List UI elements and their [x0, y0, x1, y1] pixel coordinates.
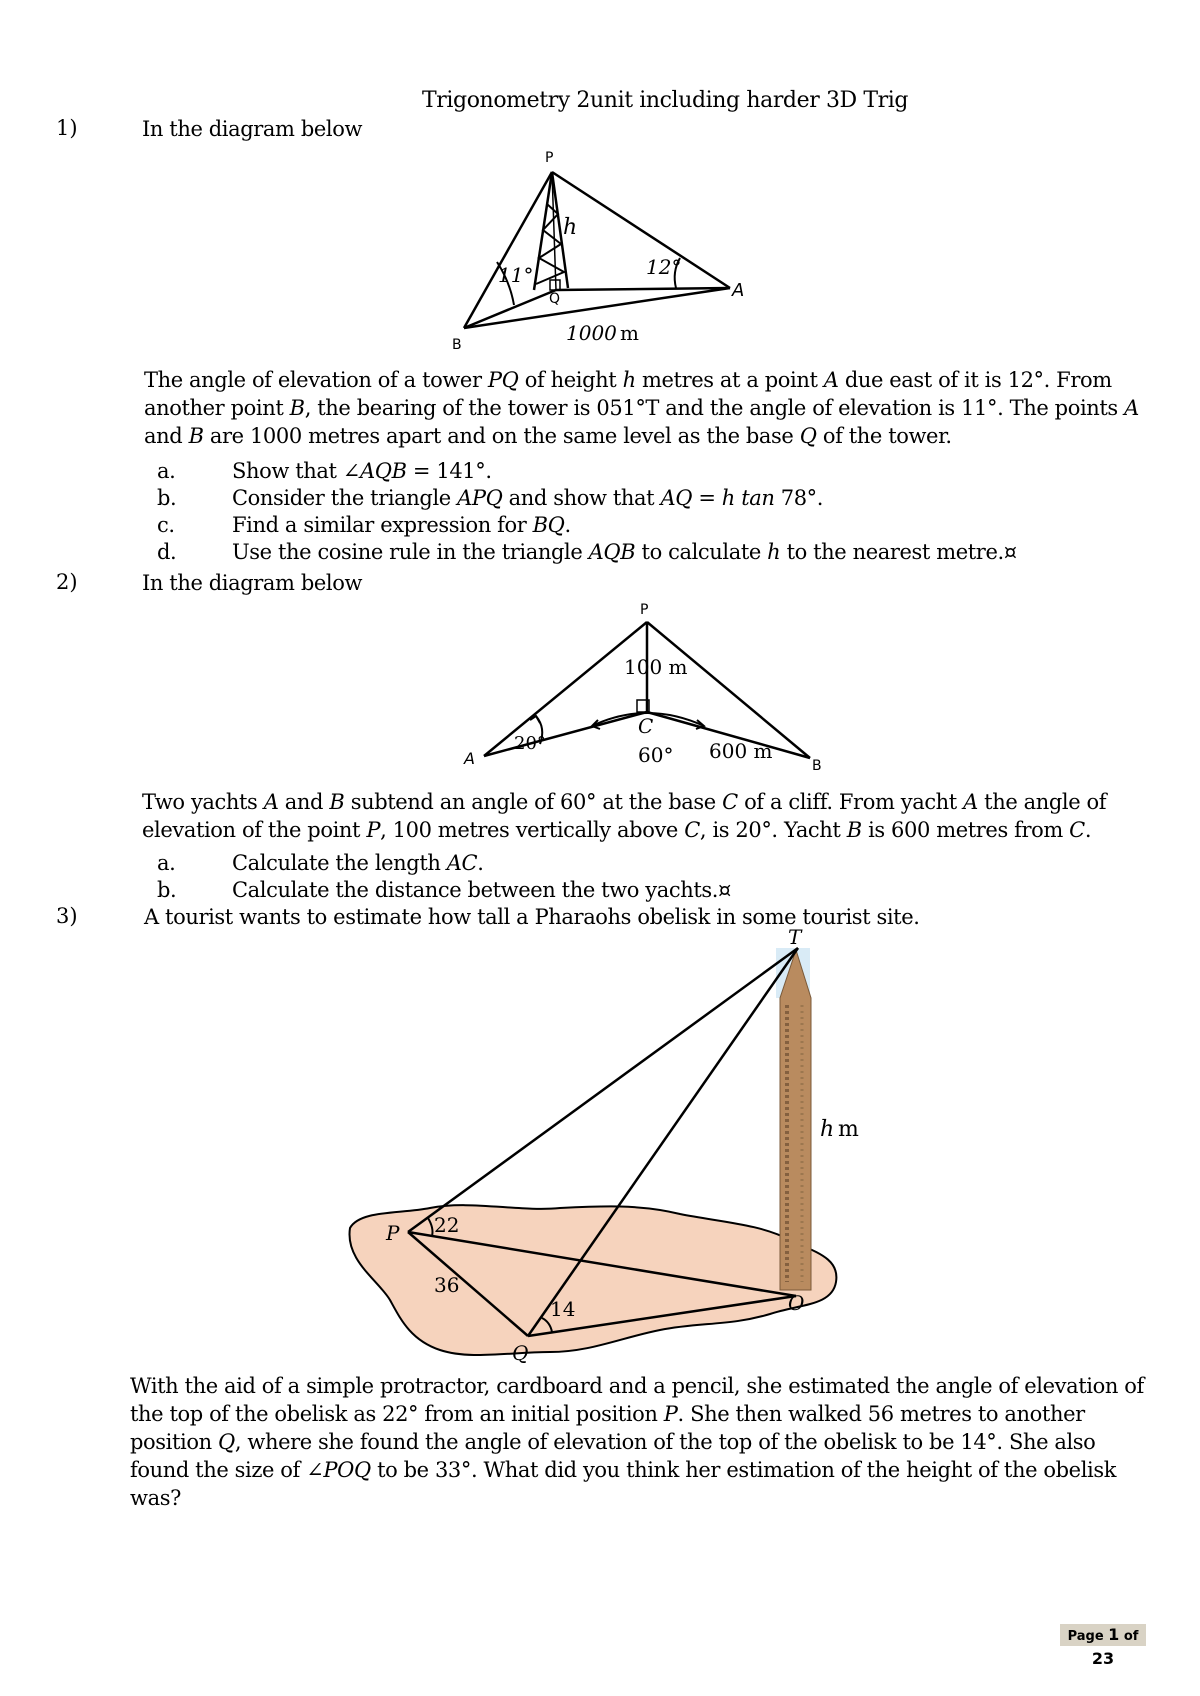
q1-part-a: Show that ∠AQB = 141°. [232, 459, 492, 483]
q2-part-b: Calculate the distance between the two yachts.¤ [232, 878, 731, 902]
label-P: P [640, 602, 649, 618]
label-h: h [820, 1117, 835, 1142]
label-B: B [452, 337, 462, 353]
ground-patch [349, 1205, 836, 1355]
q2-text: Two yachts A and B subtend an angle of 60° at the base C of a cliff. From yacht A the angle of elevation of the point P, 100 metres vertically above C, is 20°. Yacht B is 600 metres from C. [142, 790, 1107, 842]
angle-label-c: 60° [638, 743, 674, 767]
label-P: P [386, 1221, 400, 1245]
distance-label: 600 m [709, 739, 773, 763]
distance-label: 1000 [566, 321, 617, 345]
label-O: O [788, 1291, 805, 1315]
label-T: T [788, 925, 802, 949]
label-B: B [812, 758, 822, 774]
q2-part-b-label: b. [157, 878, 177, 902]
q2-part-a-label: a. [157, 851, 176, 875]
angle-label-b: 11° [498, 263, 534, 287]
q1-text: The angle of elevation of a tower PQ of height h metres at a point A due east of it is 12°. From another point B, the bearing of the tower is 051°T and the angle of elevation is 11°. The points A and B are 1000 metres apart and on the same level as the base Q of the tower. [144, 368, 1139, 448]
angle-label-a: 20° [514, 733, 546, 754]
q1-part-a-label: a. [157, 459, 176, 483]
angle-label-q: 14 [550, 1297, 576, 1321]
label-A: A [732, 280, 745, 301]
side-label: 36 [434, 1273, 460, 1297]
q2-part-a: Calculate the length AC. [232, 851, 484, 875]
line-TP [408, 948, 798, 1232]
q3-text: With the aid of a simple protractor, cardboard and a pencil, she estimated the angle of elevation of the top of the obelisk as 22° from an initial position P. She then walked 56 metres to another position Q, where she found the angle of elevation of the top of the obelisk to be 14°. She also found the size of ∠POQ to be 33°. What did you think her estimation of the height of the obelisk was? [130, 1374, 1144, 1510]
obelisk [780, 950, 811, 1290]
q1-part-d-label: d. [157, 540, 177, 564]
q2-intro: In the diagram below [142, 571, 363, 595]
label-h: h [563, 215, 578, 240]
height-label: 100 m [624, 655, 688, 679]
angle-label-a: 12° [646, 255, 682, 279]
q1-part-d: Use the cosine rule in the triangle AQB to calculate h to the nearest metre.¤ [232, 540, 1017, 564]
q1-part-c-label: c. [157, 513, 175, 537]
angle-label-p: 22 [434, 1213, 460, 1237]
label-h-unit: m [838, 1117, 859, 1142]
question-number-1: 1) [56, 116, 78, 140]
label-C: C [638, 714, 654, 738]
page-number-badge: Page 1 of 23 [1060, 1624, 1146, 1646]
label-A: A [464, 749, 475, 768]
q1-part-b-label: b. [157, 486, 177, 510]
q3-intro: A tourist wants to estimate how tall a Pharaohs obelisk in some tourist site. [144, 905, 920, 929]
q1-part-b: Consider the triangle APQ and show that AQ = h tan 78°. [232, 486, 824, 510]
label-Q: Q [512, 1341, 529, 1365]
label-P: P [545, 150, 554, 166]
q1-part-c: Find a similar expression for BQ. [232, 513, 571, 537]
label-Q: Q [549, 291, 561, 307]
question-number-2: 2) [56, 570, 78, 594]
question-number-3: 3) [56, 904, 78, 928]
q1-intro: In the diagram below [142, 117, 363, 141]
page-title: Trigonometry 2unit including harder 3D Trig [422, 88, 909, 113]
distance-unit: m [620, 321, 639, 345]
